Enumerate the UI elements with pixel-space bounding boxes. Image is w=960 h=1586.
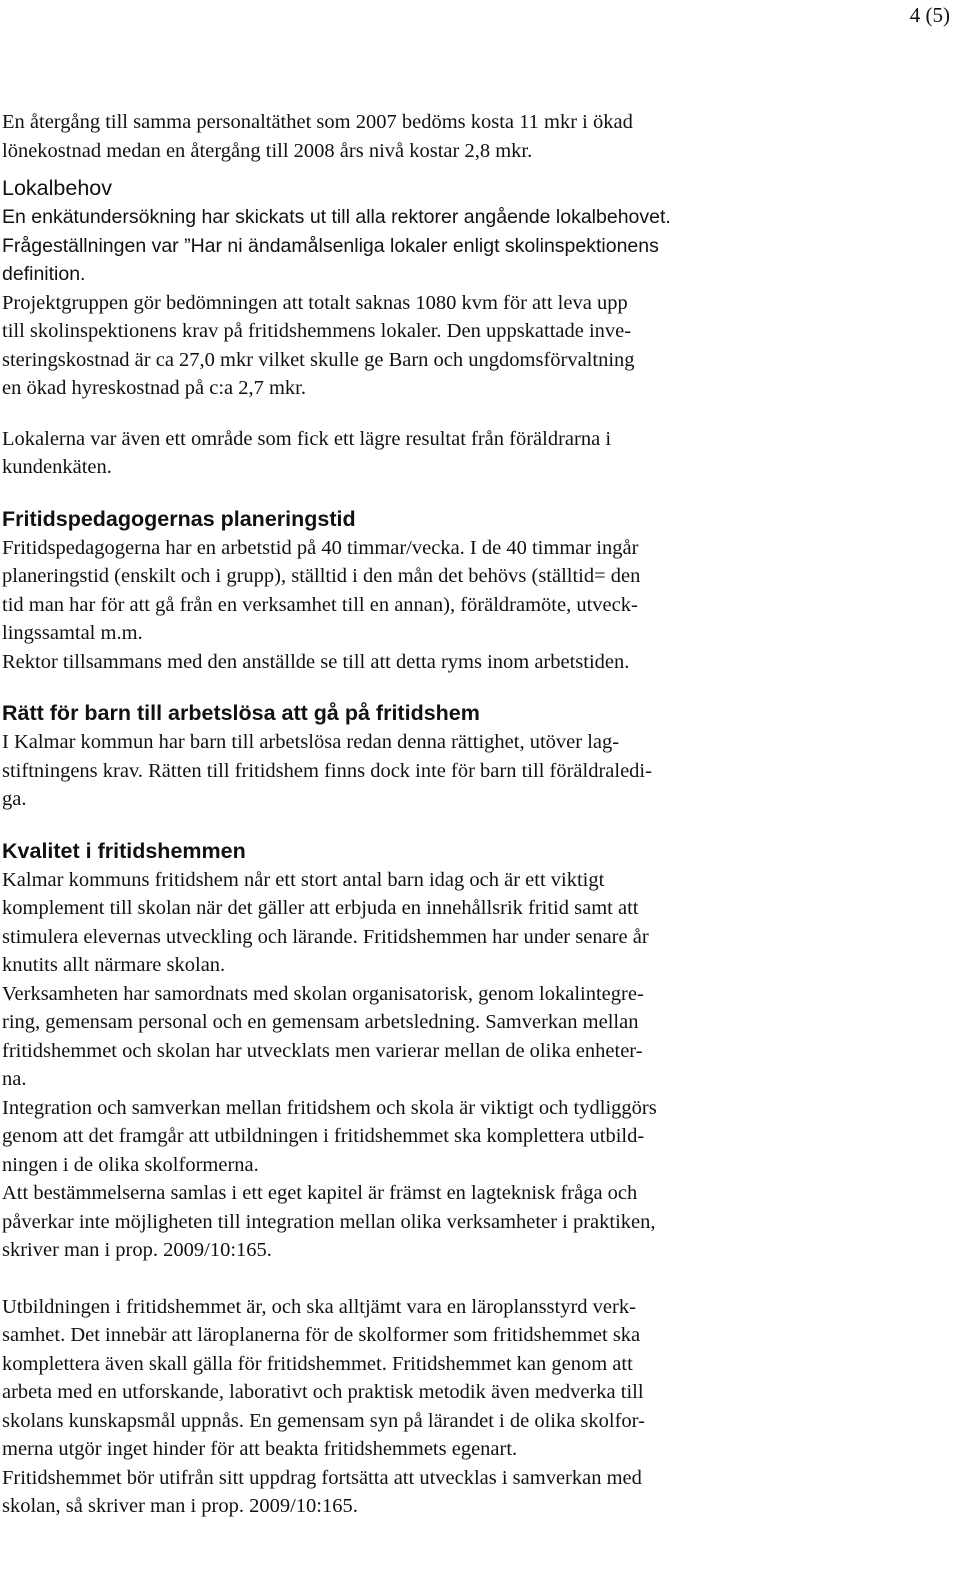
text-line: skolans kunskapsmål uppnås. En gemensam syn på lärandet i de olika skolfor- xyxy=(2,1409,645,1432)
text-line: ningen i de olika skolformerna. xyxy=(2,1153,259,1176)
text-line: Integration och samverkan mellan fritidshem och skola är viktigt och tydliggörs xyxy=(2,1096,657,1119)
text-line: merna utgör inget hinder för att beakta fritidshemmets egenart. xyxy=(2,1438,518,1460)
text-line: skriver man i prop. 2009/10:165. xyxy=(2,1239,272,1261)
text-line: komplettera även skall gälla för fritidshemmet. Fritidshemmet kan genom att xyxy=(2,1352,633,1375)
page-number: 4 (5) xyxy=(909,3,950,27)
text-line: planeringstid (enskilt och i grupp), ställtid i den mån det behövs (ställtid= den xyxy=(2,565,641,587)
text-line: knutits allt närmare skolan. xyxy=(2,954,226,976)
section-lokalbehov xyxy=(2,173,792,482)
section-planeringstid xyxy=(2,504,792,677)
text-line: komplement till skolan när det gäller att erbjuda en innehållsrik fritid samt att xyxy=(2,897,639,919)
section-heading: Fritidspedagogernas planeringstid xyxy=(2,506,356,531)
text-line: stiftningens krav. Rätten till fritidshem finns dock inte för barn till föräldraledi- xyxy=(2,759,652,782)
text-line: Projektgruppen gör bedömningen att totalt saknas 1080 kvm för att leva upp xyxy=(2,291,628,314)
text-line: Kalmar kommuns fritidshem når ett stort antal barn idag och är ett viktigt xyxy=(2,868,605,891)
text-line: en ökad hyreskostnad på c:a 2,7 mkr. xyxy=(2,377,307,399)
text-line: samhet. Det innebär att läroplanerna för de skolformer som fritidshemmet ska xyxy=(2,1324,641,1346)
document-body xyxy=(2,108,792,1521)
section-heading: Kvalitet i fritidshemmen xyxy=(2,838,246,863)
text-line: Verksamheten har samordnats med skolan organisatorisk, genom lokalintegre- xyxy=(2,982,644,1005)
text-line: En enkätundersökning har skickats ut till alla rektorer angående lokalbehovet. xyxy=(2,206,671,228)
paragraph xyxy=(2,203,792,289)
text-line: till skolinspektionens krav på fritidshemmens lokaler. Den uppskattade inve- xyxy=(2,320,632,342)
text-line: definition. xyxy=(2,263,86,285)
section-heading: Rätt för barn till arbetslösa att gå på fritidshem xyxy=(2,701,480,725)
text-line: steringskostnad är ca 27,0 mkr vilket skulle ge Barn och ungdomsförvaltning xyxy=(2,348,635,371)
text-line: na. xyxy=(2,1068,27,1090)
section-heading: Lokalbehov xyxy=(2,176,112,200)
text-line: genom att det framgår att utbildningen i fritidshemmet ska komplettera utbild- xyxy=(2,1125,645,1147)
text-line: påverkar inte möjligheten till integration mellan olika verksamheter i praktiken, xyxy=(2,1210,656,1233)
section-ratt-for-barn xyxy=(2,698,792,814)
paragraph xyxy=(2,289,792,403)
text-line: arbeta med en utforskande, laborativt och praktisk metodik även medverka till xyxy=(2,1381,644,1403)
text-line: Fritidshemmet bör utifrån sitt uppdrag fortsätta att utvecklas i samverkan med xyxy=(2,1466,642,1489)
text-line: Frågeställningen var ”Har ni ändamålsenliga lokaler enligt skolinspektionens xyxy=(2,234,659,257)
text-line: fritidshemmet och skolan har utvecklats men varierar mellan de olika enheter- xyxy=(2,1039,643,1062)
text-line: Rektor tillsammans med den anställde se till att detta ryms inom arbetstiden. xyxy=(2,650,630,673)
text-line: Lokalerna var även ett område som fick ett lägre resultat från föräldrarna i xyxy=(2,427,612,450)
text-line: tid man har för att gå från en verksamhet till en annan), föräldramöte, utveck- xyxy=(2,593,638,616)
text-line: lönekostnad medan en återgång till 2008 års nivå kostar 2,8 mkr. xyxy=(2,139,533,162)
paragraph xyxy=(2,425,792,482)
text-line: lingssamtal m.m. xyxy=(2,622,143,644)
text-line: skolan, så skriver man i prop. 2009/10:165. xyxy=(2,1495,358,1517)
text-line: Fritidspedagogerna har en arbetstid på 40 timmar/vecka. I de 40 timmar ingår xyxy=(2,536,639,559)
text-line: stimulera elevernas utveckling och lärande. Fritidshemmen har under senare år xyxy=(2,925,649,948)
section-kvalitet xyxy=(2,836,792,1521)
text-line: ring, gemensam personal och en gemensam arbetsledning. Samverkan mellan xyxy=(2,1011,639,1033)
text-line: Utbildningen i fritidshemmet är, och ska alltjämt vara en läroplansstyrd verk- xyxy=(2,1295,636,1318)
text-line: I Kalmar kommun har barn till arbetslösa redan denna rättighet, utöver lag- xyxy=(2,731,620,753)
intro-paragraph xyxy=(2,108,792,165)
text-line: kundenkäten. xyxy=(2,456,112,478)
text-line: En återgång till samma personaltäthet som 2007 bedöms kosta 11 mkr i ökad xyxy=(2,111,633,133)
text-line: ga. xyxy=(2,788,27,810)
text-line: Att bestämmelserna samlas i ett eget kapitel är främst en lagteknisk fråga och xyxy=(2,1182,638,1204)
